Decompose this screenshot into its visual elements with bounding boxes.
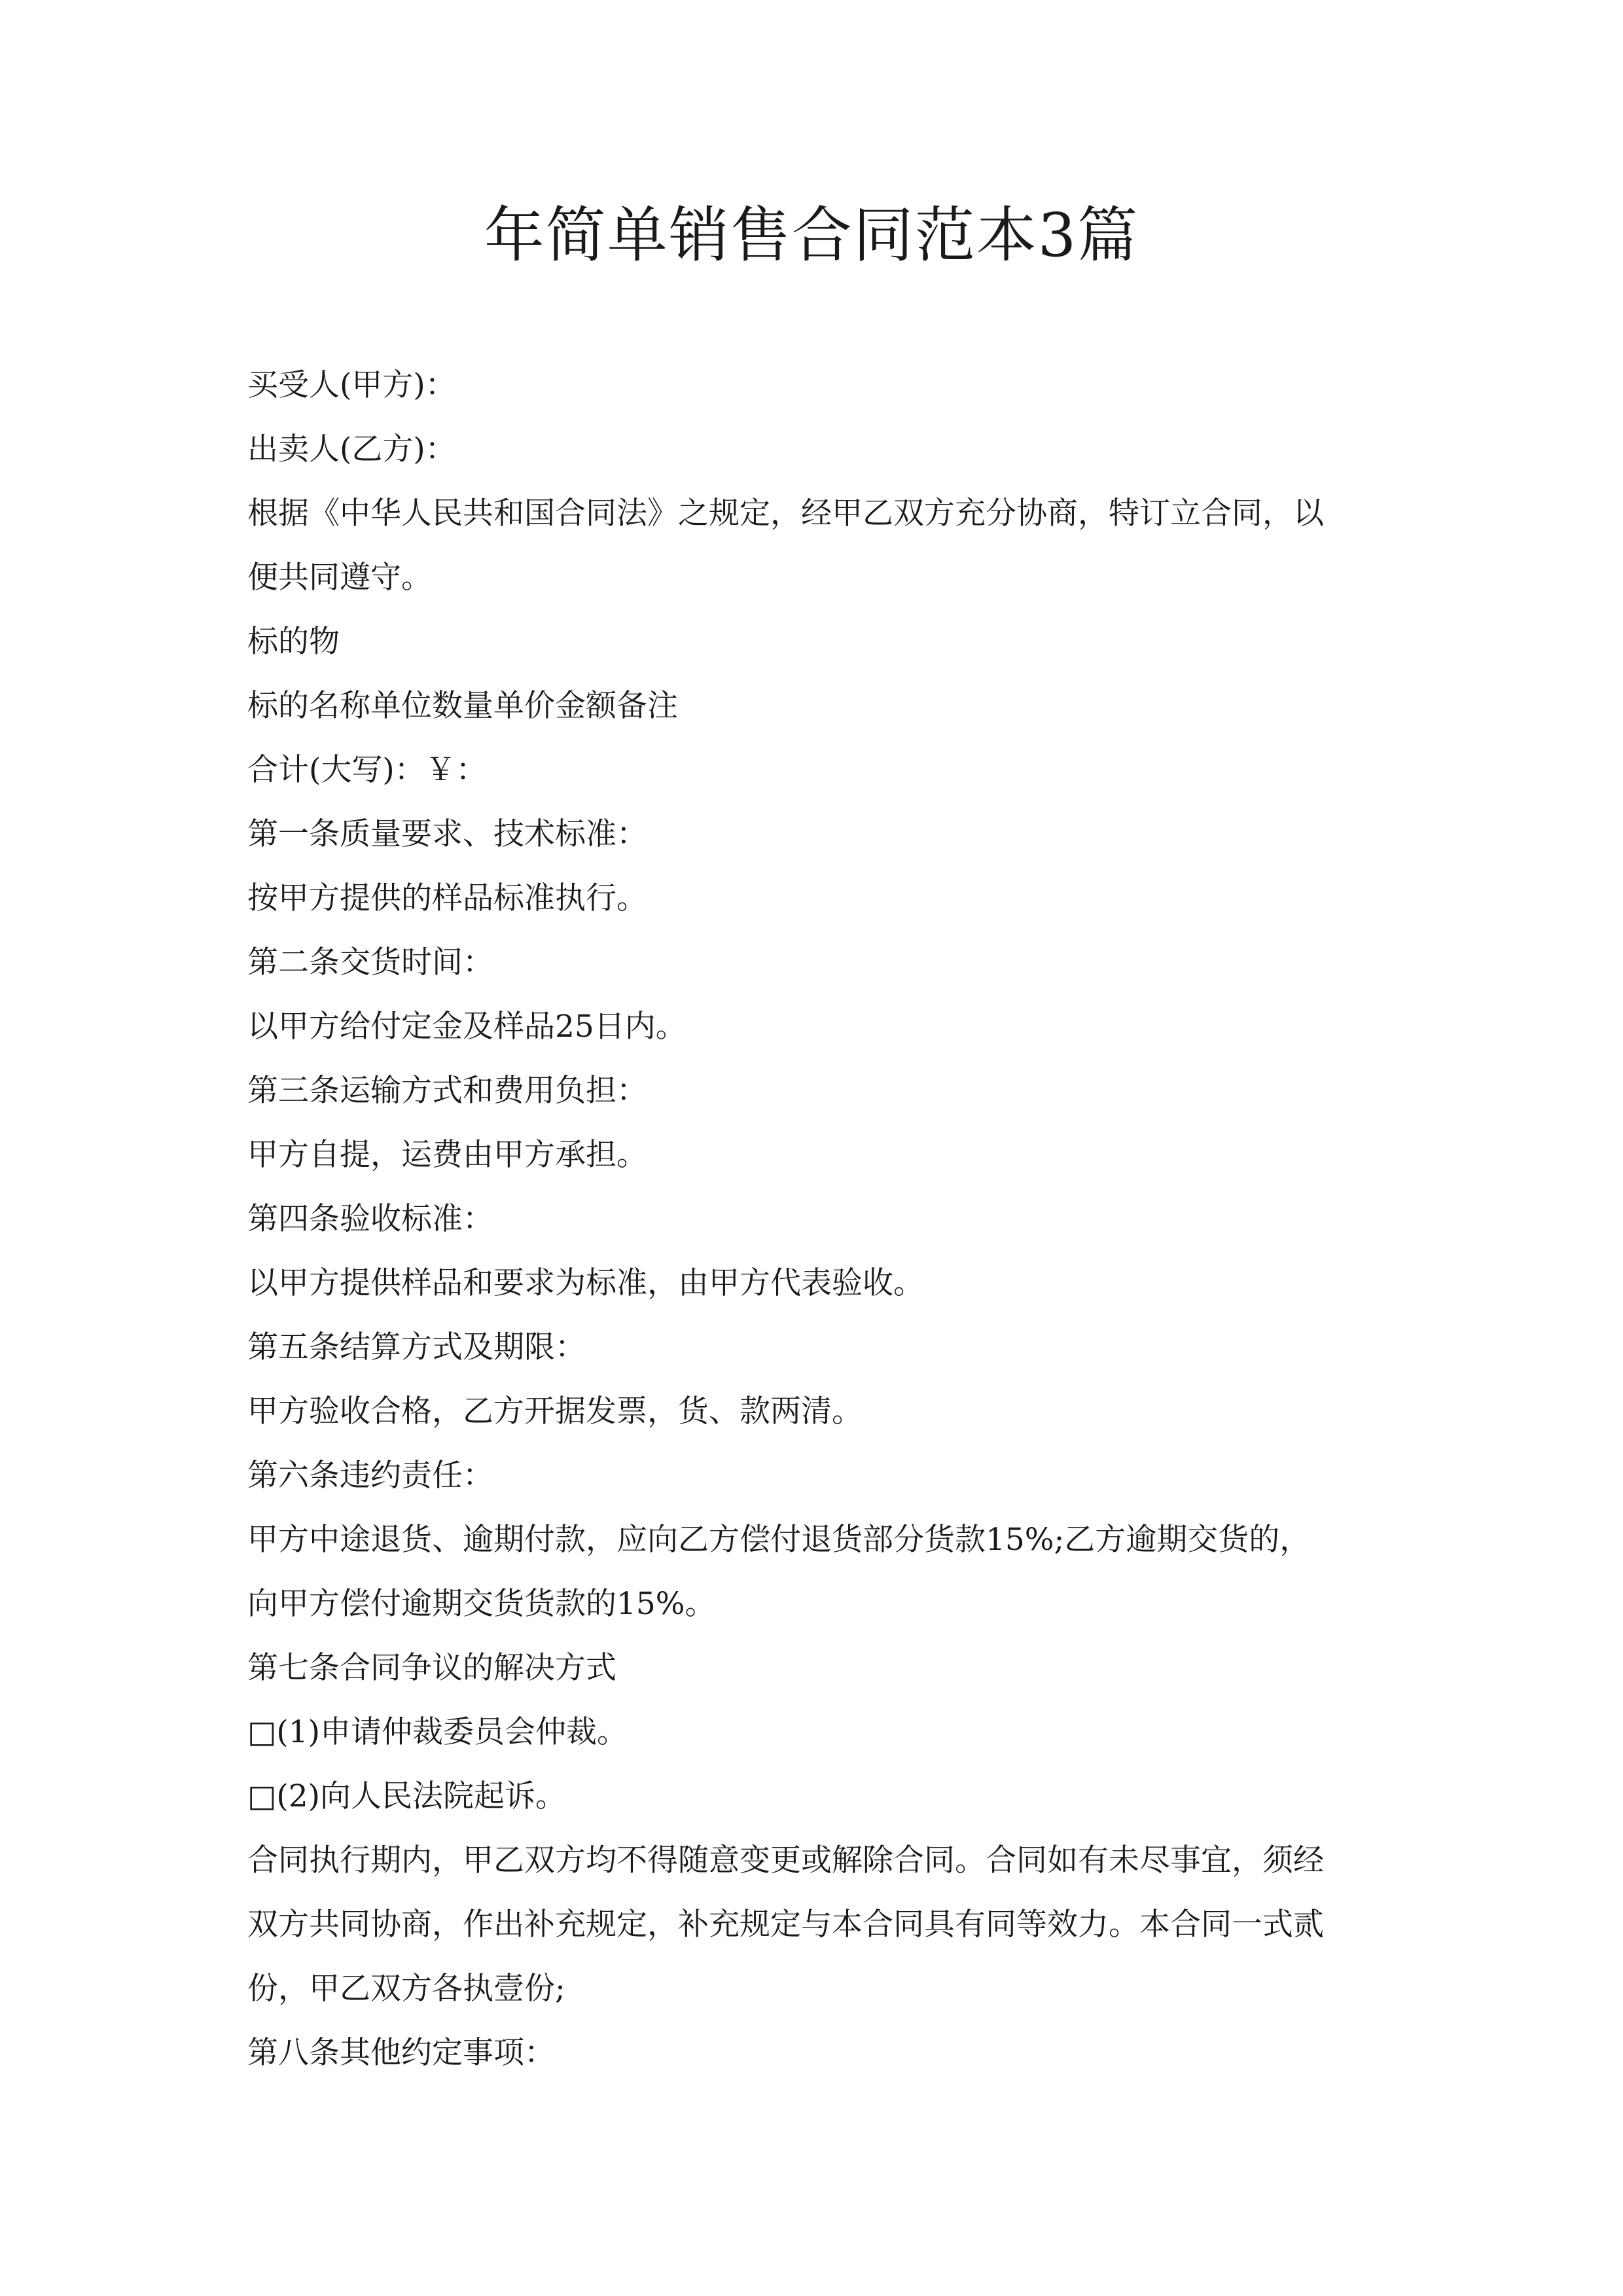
document-title: 年简单销售合同范本3篇 bbox=[484, 200, 1139, 270]
option-court: □(2)向人民法院起诉。 bbox=[247, 1778, 566, 1814]
document-body bbox=[247, 353, 1399, 2085]
clause-3-heading: 第三条运输方式和费用负担： bbox=[247, 1073, 647, 1109]
clause-3-text: 甲方自提，运费由甲方承担。 bbox=[247, 1137, 647, 1173]
clause-4-heading: 第四条验收标准： bbox=[247, 1201, 493, 1237]
subject-columns: 标的名称单位数量单价金额备注 bbox=[247, 688, 678, 724]
option-arbitration: □(1)申请仲裁委员会仲裁。 bbox=[247, 1714, 628, 1750]
clause-2-heading: 第二条交货时间： bbox=[247, 944, 493, 980]
total-line: 合计(大写)：￥： bbox=[247, 752, 487, 788]
clause-6-heading: 第六条违约责任： bbox=[247, 1458, 493, 1494]
clause-6-text-1: 甲方中途退货、逾期付款，应向乙方偿付退货部分货款15%;乙方逾期交货的， bbox=[247, 1522, 1311, 1558]
clause-4-text: 以甲方提供样品和要求为标准，由甲方代表验收。 bbox=[247, 1265, 924, 1301]
seller-line: 出卖人(乙方)： bbox=[247, 431, 456, 467]
clause-7-heading: 第七条合同争议的解决方式 bbox=[247, 1650, 616, 1686]
execution-text-3: 份，甲乙双方各执壹份; bbox=[247, 1971, 565, 2007]
execution-text-1: 合同执行期内，甲乙双方均不得随意变更或解除合同。合同如有未尽事宜，须经 bbox=[247, 1842, 1324, 1878]
preamble-line-1: 根据《中华人民共和国合同法》之规定，经甲乙双方充分协商，特订立合同，以 bbox=[247, 495, 1324, 531]
buyer-line: 买受人(甲方)： bbox=[247, 367, 456, 403]
clause-8-heading: 第八条其他约定事项： bbox=[247, 2035, 555, 2071]
clause-6-text-2: 向甲方偿付逾期交货货款的15%。 bbox=[247, 1586, 716, 1622]
clause-2-text: 以甲方给付定金及样品25日内。 bbox=[247, 1009, 687, 1045]
subject-heading: 标的物 bbox=[247, 624, 340, 660]
clause-5-text: 甲方验收合格，乙方开据发票，货、款两清。 bbox=[247, 1393, 863, 1429]
clause-1-heading: 第一条质量要求、技术标准： bbox=[247, 816, 647, 852]
clause-5-heading: 第五条结算方式及期限： bbox=[247, 1329, 586, 1365]
clause-1-text: 按甲方提供的样品标准执行。 bbox=[247, 880, 647, 916]
preamble-line-2: 便共同遵守。 bbox=[247, 560, 432, 596]
execution-text-2: 双方共同协商，作出补充规定，补充规定与本合同具有同等效力。本合同一式贰 bbox=[247, 1907, 1324, 1943]
